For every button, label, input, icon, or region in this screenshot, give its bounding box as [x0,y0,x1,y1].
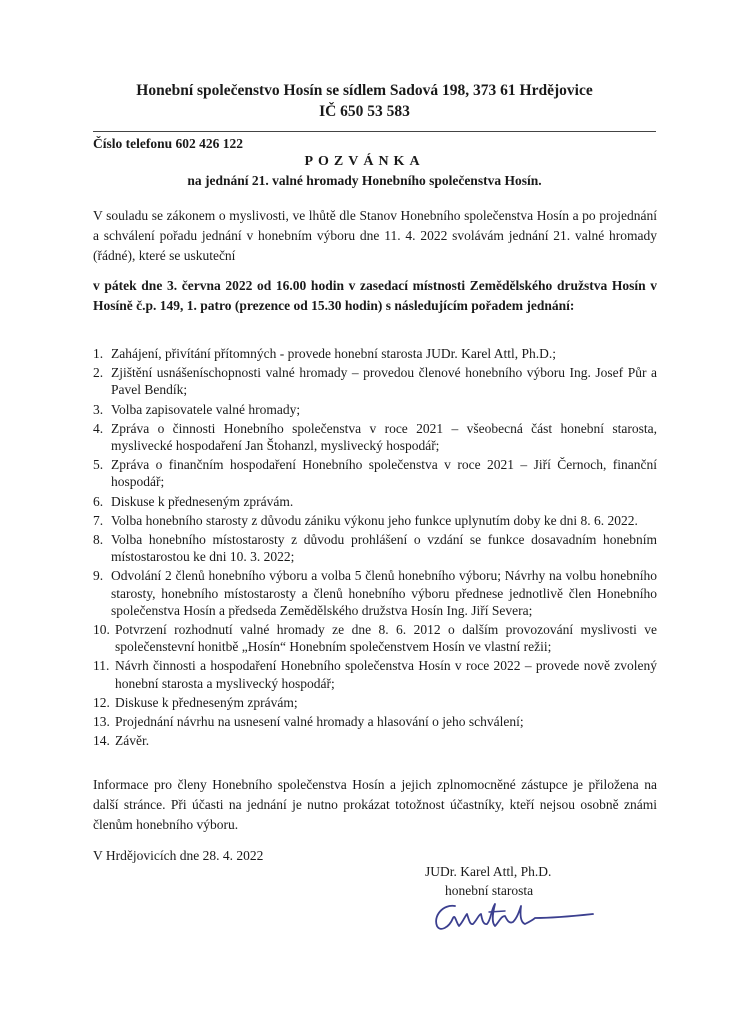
agenda-item-text: Potvrzení rozhodnutí valné hromady ze dne 8. 6. 2012 o dalším provozování myslivosti ve společenstevní honitbě „Hosín“ Honebním společenstvem Hosín ve vlastní režii; [115,622,657,655]
agenda-item [93,567,657,619]
agenda-item-text: Volba honebního místostarosty z důvodu prohlášení o vzdání se funkce dosavadním honebním místostarostou ke dni 10. 3. 2022; [111,532,657,565]
agenda-item [93,420,657,454]
agenda-item [93,694,657,711]
info-paragraph: Informace pro členy Honebního společenstva Hosín a jejich zplnomocněné zástupce je přiložena na další stránce. Při účasti na jednání je nutno prokázat totožnost účastníky, kteří nejsou osobně známi členům honebního výboru. [93,777,657,832]
agenda-item-text: Volba honebního starosty z důvodu zániku výkonu jeho funkce uplynutím doby ke dni 8. 6. 2022. [111,512,638,528]
agenda-item [93,713,657,730]
agenda-item-number: 8. [93,532,104,548]
agenda-item-number: 14. [93,733,110,749]
agenda-item-text: Závěr. [115,733,150,749]
agenda-item [93,456,657,490]
place-date: V Hrdějovicích dne 28. 4. 2022 [93,848,264,863]
intro-paragraph: V souladu se zákonem o myslivosti, ve lhůtě dle Stanov Honebního společenstva Hosín a po projednání a schválení pořadu jednání v honebním výboru dne 11. 4. 2022 svolávám jednání 21. valné hromady (řádné), které se uskuteční [93,208,657,263]
agenda-item-number: 13. [93,714,110,730]
agenda-item-text: Zpráva o finančním hospodaření Honebního společenstva v roce 2021 – Jiří Černoch, finanční hospodář; [111,457,657,490]
agenda-item [93,493,657,510]
agenda-list [93,345,657,751]
agenda-item-number: 10. [93,622,110,638]
agenda-item-text: Diskuse k předneseným zprávám. [111,493,294,509]
handwritten-signature [425,892,605,940]
agenda-item-text: Diskuse k předneseným zprávám; [115,694,298,710]
agenda-item-text: Návrh činnosti a hospodaření Honebního společenstva Hosín v roce 2022 – provede nově zvolený honební starosta a myslivecký hospodář; [115,658,657,691]
signer-name: JUDr. Karel Attl, Ph.D. [425,864,552,879]
document-title: POZVÁNKA [304,154,425,169]
agenda-item [93,401,657,418]
phone-number: Číslo telefonu 602 426 122 [93,136,243,151]
agenda-item-text: Zahájení, přivítání přítomných - provede honební starosta JUDr. Karel Attl, Ph.D.; [111,346,557,361]
agenda-item-text: Volba zapisovatele valné hromady; [111,401,301,417]
signer-role: honební starosta [445,883,534,898]
document-header [0,80,729,122]
agenda-item-number: 9. [93,568,104,584]
agenda-item-number: 11. [93,658,110,674]
agenda-item-text: Zjištění usnášeníschopnosti valné hromady – provedou členové honebního výboru Ing. Josef Půr a Pavel Bendík; [111,365,657,398]
agenda-item [93,364,657,398]
agenda-item-number: 4. [93,420,104,436]
organization-line: Honební společenstvo Hosín se sídlem Sadová 198, 373 61 Hrdějovice [136,82,593,99]
meeting-details: v pátek dne 3. června 2022 od 16.00 hodin v zasedací místnosti Zemědělského družstva Hosín v Hosíně č.p. 149, 1. patro (prezence od 15.30 hodin) s následujícím pořadem jednání: [93,278,657,313]
agenda-item [93,345,657,362]
agenda-item-number: 1. [93,346,104,361]
agenda-item [93,657,657,691]
header-divider [93,131,656,132]
agenda-item-text: Zpráva o činnosti Honebního společenstva v roce 2021 – všeobecná část honební starosta, myslivecké hospodaření Jan Štohanzl, myslivecký hospodář; [111,420,657,454]
document-subtitle: na jednání 21. valné hromady Honebního společenstva Hosín. [187,173,542,188]
agenda-item-text: Projednání návrhu na usnesení valné hromady a hlasování o jeho schválení; [115,714,524,730]
agenda-item-text: Odvolání 2 členů honebního výboru a volba 5 členů honebního výboru; Návrhy na volbu honebního starosty, honebního místostarosty a členů honebního výboru přednese jednotlivě člen Honebního společenstva Hosín a předseda Zemědělského družstva Hosín Ing. Jiří Severa; [111,568,657,618]
agenda-item-number: 6. [93,493,104,509]
agenda-item [93,621,657,655]
agenda-item-number: 7. [93,512,104,528]
organization-id: IČ 650 53 583 [319,103,410,120]
agenda-item-number: 3. [93,401,104,417]
agenda-item [93,732,657,749]
agenda-item [93,531,657,565]
agenda-item-number: 5. [93,457,104,473]
agenda-item-number: 12. [93,694,110,710]
agenda-item [93,512,657,529]
agenda-item-number: 2. [93,365,104,381]
